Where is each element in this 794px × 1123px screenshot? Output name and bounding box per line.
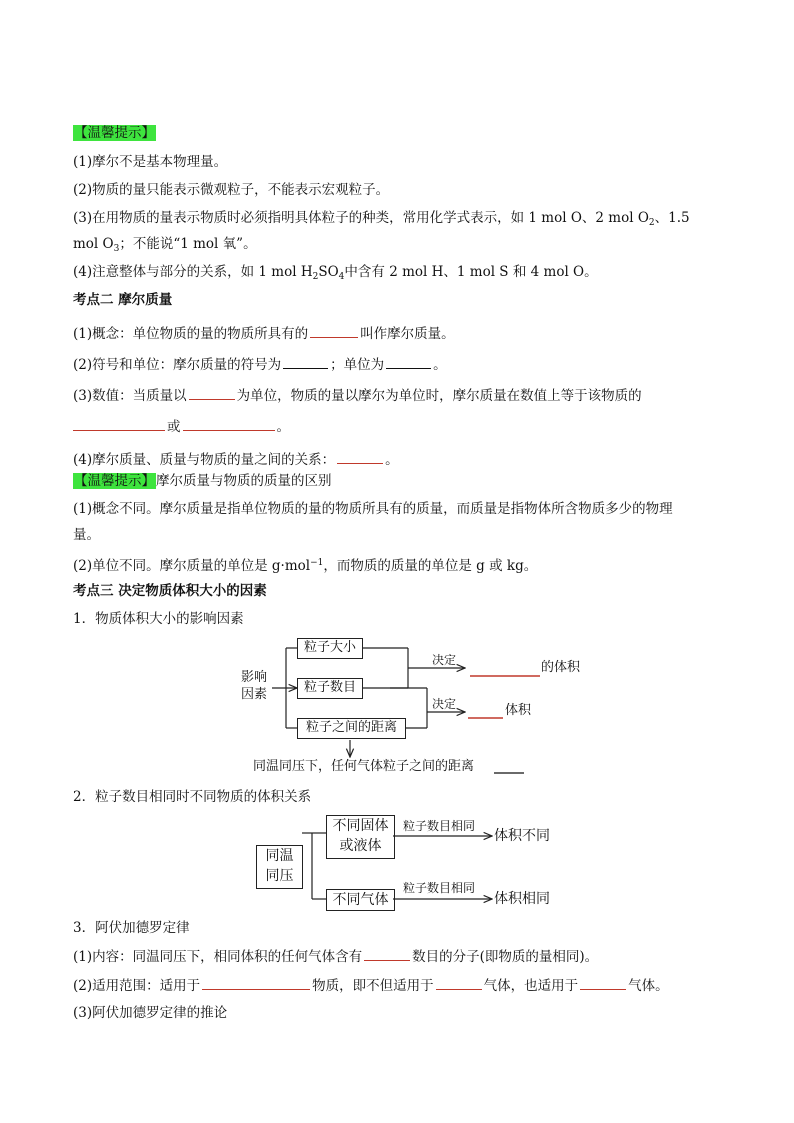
sec3-sub3: 3．阿伏加德罗定律 bbox=[73, 920, 190, 936]
section3-heading: 考点三 决定物质体积大小的因素 bbox=[73, 583, 267, 599]
sec2-line2: (2)符号和单位：摩尔质量的符号为 ；单位为 。 bbox=[73, 354, 447, 375]
gas-box: 不同气体 bbox=[326, 889, 395, 911]
sec2-line1: (1)概念：单位物质的量的物质所具有的 叫作摩尔质量。 bbox=[73, 323, 455, 344]
answer-blank[interactable] bbox=[364, 946, 410, 961]
arrow-label: 粒子数目相同 bbox=[403, 881, 476, 895]
answer-blank[interactable] bbox=[202, 975, 310, 990]
box-particle-count: 粒子数目 bbox=[297, 678, 363, 699]
tip-badge: 【温馨提示】 bbox=[74, 473, 155, 489]
gas-distance-note: 同温同压下，任何气体粒子之间的距离 bbox=[253, 759, 475, 774]
sec2-line4: (4)摩尔质量、质量与物质的量之间的关系： 。 bbox=[73, 449, 399, 470]
section2-heading: 考点二 摩尔质量 bbox=[73, 292, 173, 308]
tip1-item1: (1)摩尔不是基本物理量。 bbox=[73, 154, 228, 170]
tip1-item3: (3)在用物质的量表示物质时必须指明具体粒子的种类，常用化学式表示，如 1 mol O、2 mol $O_2$、1.5 bbox=[73, 210, 690, 228]
sec3-line3: (3)阿伏加德罗定律的推论 bbox=[73, 1005, 228, 1021]
decide-label: 决定 bbox=[432, 653, 457, 667]
tip-badge: 【温馨提示】 bbox=[74, 125, 155, 141]
solid-liquid-box: 不同固体 或液体 bbox=[326, 815, 395, 859]
tip1-item2: (2)物质的量只能表示微观粒子，不能表示宏观粒子。 bbox=[73, 182, 390, 198]
tip2-line1-cont: 量。 bbox=[73, 527, 100, 543]
tip1-item3-cont: mol $O_3$；不能说“1 mol 氧”。 bbox=[73, 236, 257, 254]
sec3-line2: (2)适用范围：适用于 物质，即不但适用于 气体，也适用于 气体。 bbox=[73, 975, 669, 996]
result-label: 体积相同 bbox=[494, 891, 550, 907]
result-volume-label: 的体积 bbox=[541, 660, 581, 675]
result-volume-label: 体积 bbox=[505, 703, 532, 718]
sec3-sub2: 2．粒子数目相同时不同物质的体积关系 bbox=[73, 789, 312, 805]
sec3-line1: (1)内容：同温同压下，相同体积的任何气体含有 数目的分子(即物质的量相同)。 bbox=[73, 946, 598, 967]
sec2-line3-cont: 或 。 bbox=[73, 416, 290, 437]
arrow-label: 粒子数目相同 bbox=[403, 819, 476, 833]
decide-label: 决定 bbox=[432, 697, 457, 711]
answer-blank[interactable] bbox=[436, 975, 482, 990]
sec3-sub1: 1．物质体积大小的影响因素 bbox=[73, 611, 244, 627]
same-temp-pressure-box: 同温 同压 bbox=[256, 845, 303, 889]
factor-label: 影响 bbox=[241, 670, 268, 685]
factor-label: 因素 bbox=[241, 687, 268, 702]
box-particle-size: 粒子大小 bbox=[297, 638, 363, 659]
tip2-title-line: 【温馨提示】摩尔质量与物质的质量的区别 bbox=[74, 473, 332, 489]
tip1-item4: (4)注意整体与部分的关系，如 1 mol $H_2SO_4$中含有 2 mol H、1 mol S 和 4 mol O。 bbox=[73, 264, 598, 282]
tip2-line1: (1)概念不同。摩尔质量是指单位物质的量的物质所具有的质量，而质量是指物体所含物质多少的物理 bbox=[73, 501, 673, 517]
sec2-line3: (3)数值：当质量以 为单位，物质的量以摩尔为单位时，摩尔质量在数值上等于该物质的 bbox=[73, 385, 642, 406]
answer-blank[interactable] bbox=[580, 975, 626, 990]
box-particle-distance: 粒子之间的距离 bbox=[297, 718, 406, 739]
tip2-line2: (2)单位不同。摩尔质量的单位是 g·mol$^{-1}$，而物质的质量的单位是 g 或 kg。 bbox=[73, 558, 538, 574]
result-label: 体积不同 bbox=[494, 828, 550, 844]
